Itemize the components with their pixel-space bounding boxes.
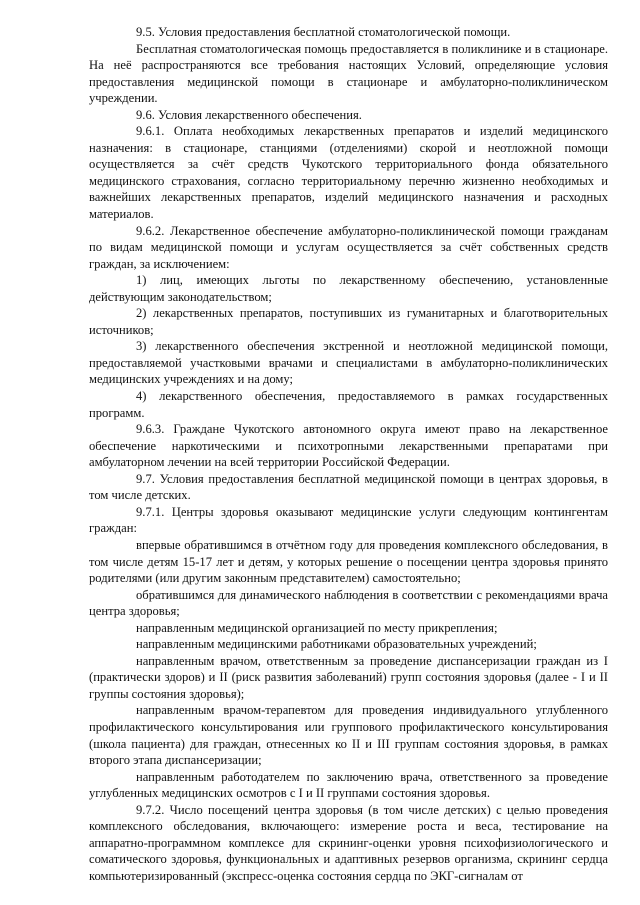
paragraph-9-7-1: 9.7.1. Центры здоровья оказывают медицинские услуги следующим контингентам граждан: <box>89 504 608 536</box>
list-item-exception-4: 4) лекарственного обеспечения, предоставляемого в рамках государственных программ. <box>89 389 608 420</box>
list-item-contingent-4: направленным медицинскими работниками образовательных учреждений; <box>136 637 537 652</box>
paragraph-9-6-2: 9.6.2. Лекарственное обеспечение амбулаторно-поликлинической помощи гражданам по видам медицинской помощи и услугам осуществляется за счёт собственных средств граждан, за исключением: <box>89 223 608 271</box>
list-item-contingent-5: направленным врачом, ответственным за проведение диспансеризации граждан из I (практически здоров) и II (риск развития заболеваний) групп состояния здоровья (далее - I и II группы состояния здоровья); <box>89 653 608 701</box>
list-item-contingent-6: направленным врачом-терапевтом для проведения индивидуального углубленного профилактического консультирования или группового профилактического консультирования (школа пациента) для граждан, отнесенных ко II и III группам состояния здоровья, в рамках второго этапа диспансеризации; <box>89 703 608 768</box>
paragraph-9-6-1: 9.6.1. Оплата необходимых лекарственных препаратов и изделий медицинского назначения: в стационаре, станциями (отделениями) скорой и неотложной помощи осуществляется за счёт средств Чукотского территориального фонда обязательного медицинского страхования, согласно территориальному перечню жизненно необходимых и важнейших лекарственных препаратов, изделий медицинского назначения и расходных материалов. <box>89 124 608 222</box>
list-item-contingent-2: обратившимся для динамического наблюдения в соответствии с рекомендациями врача центра здоровья; <box>89 587 608 619</box>
list-item-exception-2: 2) лекарственных препаратов, поступивших из гуманитарных и благотворительных источников; <box>89 306 608 337</box>
paragraph-dental-care: Бесплатная стоматологическая помощь предоставляется в поликлинике и в стационаре. На неё распространяются все требования настоящих Условий, определяющие условия предоставления медицинской помощи в стационаре и амбулаторно-поликлиническом учреждении. <box>89 41 608 106</box>
list-item-contingent-1: впервые обратившимся в отчётном году для проведения комплексного обследования, в том числе детям 15-17 лет и детям, у которых решение о посещении центра здоровья принято родителями (или другим законным представителем) самостоятельно; <box>89 537 608 586</box>
section-heading-9-7: 9.7. Условия предоставления бесплатной медицинской помощи в центрах здоровья, в том числе детских. <box>89 471 608 503</box>
paragraph-9-6-3: 9.6.3. Граждане Чукотского автономного округа имеют право на лекарственное обеспечение наркотическими и психотропными лекарственными препаратами при амбулаторном лечении на всей территории Российской Федерации. <box>89 422 608 470</box>
paragraph-9-7-2: 9.7.2. Число посещений центра здоровья (в том числе детских) с целью проведения комплексного обследования, включающего: измерение роста и веса, тестирование на аппаратно-программном комплексе для скрининг-оценки уровня психофизиологического и соматического здоровья, функциональных и адаптивных резервов организма, скрининг сердца компьютеризированный (экспресс-оценка состояния сердца по ЭКГ-сигналам от <box>89 802 608 883</box>
list-item-exception-1: 1) лиц, имеющих льготы по лекарственному обеспечению, установленные действующим законодательством; <box>89 273 608 304</box>
list-item-contingent-3: направленным медицинской организацией по месту прикрепления; <box>136 620 498 635</box>
list-item-contingent-7: направленным работодателем по заключению врача, ответственного за проведение углубленных медицинских осмотров с I и II группами состояния здоровья. <box>89 769 608 801</box>
section-heading-9-6: 9.6. Условия лекарственного обеспечения. <box>136 107 362 122</box>
list-item-exception-3: 3) лекарственного обеспечения экстренной и неотложной медицинской помощи, предоставляемой участковыми врачами и специалистами в амбулаторно-поликлинических медицинских учреждениях и на дому; <box>89 339 608 387</box>
section-heading-9-5: 9.5. Условия предоставления бесплатной стоматологической помощи. <box>136 25 511 39</box>
